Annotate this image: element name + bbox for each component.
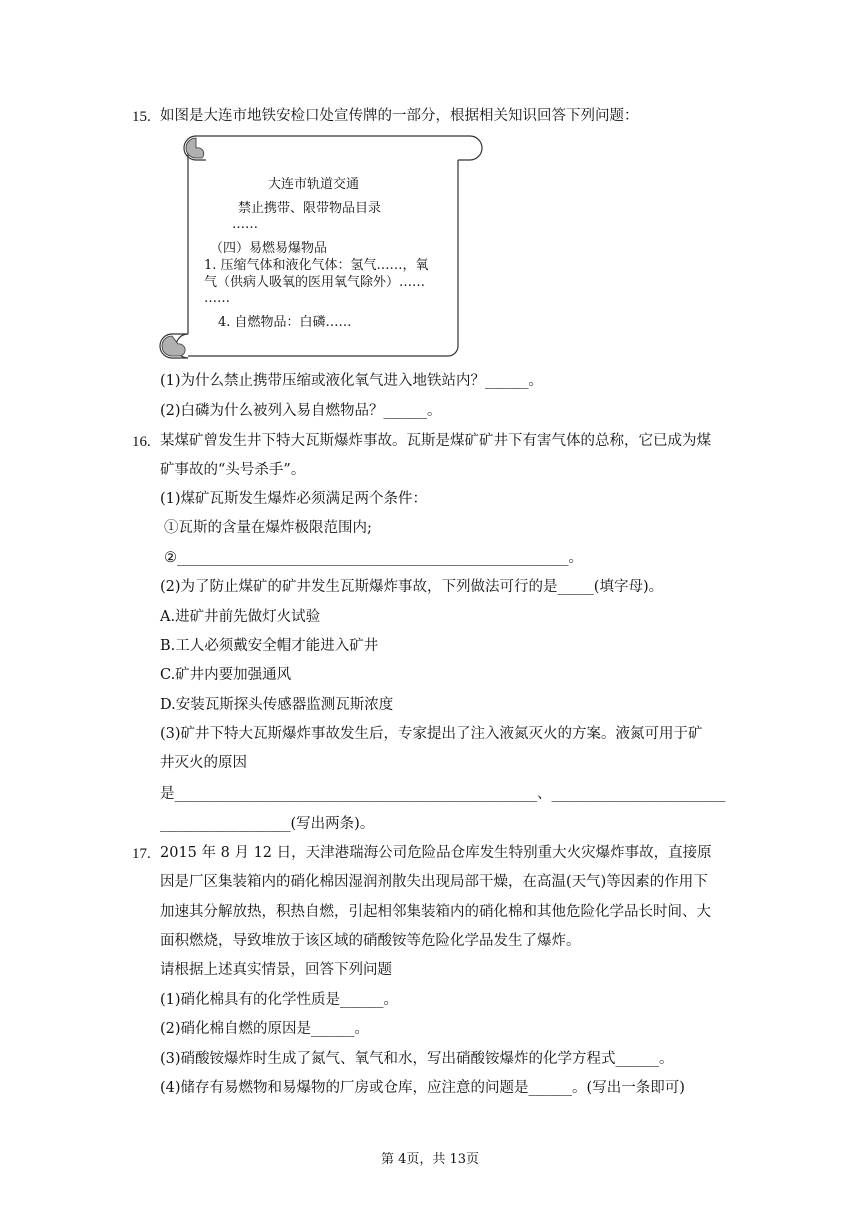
sign-item4: 4. 自燃物品：白磷…… <box>218 315 352 330</box>
q16-option-d: D.安装瓦斯探头传感器监测瓦斯浓度 <box>160 697 394 713</box>
q16-sub3-line3: 是__________________________________________________、________________________ <box>160 786 726 802</box>
q16-option-c: C.矿井内要加强通风 <box>160 667 292 683</box>
sign-item1-line3: …… <box>204 291 230 306</box>
q17-sub1: (1)硝化棉具有的化学性质是______。 <box>160 992 399 1008</box>
sign-item1-line1: 1. 压缩气体和液化气体：氢气……，氧 <box>204 258 429 273</box>
q16-sub3-line1: (3)矿井下特大瓦斯爆炸事故发生后，专家提出了注入液氮灭火的方案。液氮可用于矿 <box>160 726 703 742</box>
q17-stem-line3: 加速其分解放热，积热自燃，引起相邻集装箱内的硝化棉和其他危险化学品长时间、大 <box>160 904 711 920</box>
q16-cond1: ①瓦斯的含量在爆炸极限范围内; <box>164 520 372 536</box>
q17-sub3: (3)硝酸铵爆炸时生成了氮气、氧气和水，写出硝酸铵爆炸的化学方程式______。 <box>160 1051 674 1067</box>
q17-sub2: (2)硝化棉自燃的原因是______。 <box>160 1021 370 1037</box>
q17-number: 17. <box>132 846 151 862</box>
q16-stem-line1: 某煤矿曾发生井下特大瓦斯爆炸事故。瓦斯是煤矿矿井下有害气体的总称，它已成为煤 <box>160 433 711 449</box>
sign-section: （四）易燃易爆物品 <box>210 241 328 256</box>
q16-sub2: (2)为了防止煤矿的矿井发生瓦斯爆炸事故，下列做法可行的是_____(填字母)。 <box>160 579 664 595</box>
sign-subtitle: 禁止携带、限带物品目录 <box>238 201 382 216</box>
q15-sub1: (1)为什么禁止携带压缩或液化氧气进入地铁站内？______。 <box>160 373 544 389</box>
q16-sub1: (1)煤矿瓦斯发生爆炸必须满足两个条件： <box>160 491 428 507</box>
sign-dots: …… <box>232 217 258 232</box>
sign-title: 大连市轨道交通 <box>268 177 360 192</box>
q17-stem-line4: 面积燃烧，导致堆放于该区域的硝酸铵等危险化学品发生了爆炸。 <box>160 933 581 949</box>
q15-number: 15. <box>132 109 151 125</box>
q16-sub3-line4: __________________(写出两条)。 <box>160 816 375 832</box>
sign-item1-line2: 气（供病人吸氧的医用氧气除外）…… <box>204 275 426 290</box>
q16-cond2: ②______________________________________________________。 <box>164 550 583 566</box>
q15-stem: 如图是大连市地铁安检口处宣传牌的一部分，根据相关知识回答下列问题： <box>160 108 639 124</box>
q17-stem-line1: 2015 年 8 月 12 日，天津港瑞海公司危险品仓库发生特别重大火灾爆炸事故，直接原 <box>160 845 712 861</box>
page-footer: 第 4页，共 13页 <box>380 1152 480 1167</box>
q16-sub3-line2: 井灭火的原因 <box>160 755 247 771</box>
q17-prompt: 请根据上述真实情景，回答下列问题 <box>160 962 392 978</box>
q17-stem-line2: 因是厂区集装箱内的硝化棉因湿润剂散失出现局部干燥，在高温(天气)等因素的作用下 <box>160 874 708 890</box>
q16-stem-line2: 矿事故的“头号杀手”。 <box>160 462 306 478</box>
q16-option-a: A.进矿井前先做灯火试验 <box>160 609 321 625</box>
q15-sub2: (2)白磷为什么被列入易自燃物品？______。 <box>160 403 442 419</box>
q17-sub4: (4)储存有易燃物和易爆物的厂房或仓库，应注意的问题是______。(写出一条即可) <box>160 1080 685 1096</box>
q16-number: 16. <box>132 434 151 450</box>
q16-option-b: B.工人必须戴安全帽才能进入矿井 <box>160 638 379 654</box>
